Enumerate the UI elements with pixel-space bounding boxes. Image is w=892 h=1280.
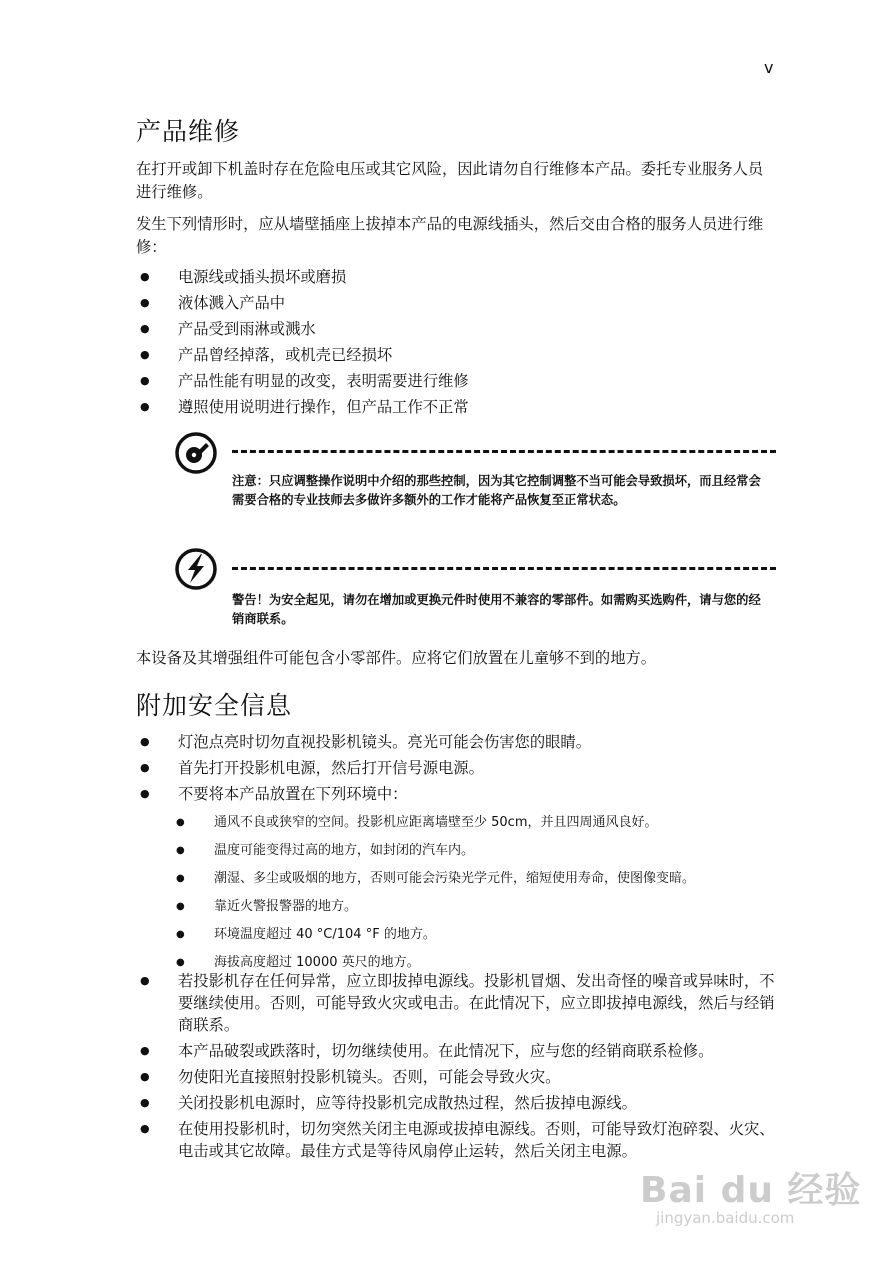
environment-sub-list — [176, 813, 776, 981]
watermark-logo: Bai du 经验 — [640, 1170, 862, 1211]
warning-divider — [232, 567, 776, 570]
warning-text: 警告！为安全起见，请勿在增加或更换元件时使用不兼容的零部件。如需购买选购件，请与您的经销商联系。 — [232, 593, 761, 626]
small-parts-paragraph: 本设备及其增强组件可能包含小零部件。应将它们放置在儿童够不到的地方。 — [136, 649, 657, 667]
list-item: ● 海拔高度超过 10000 英尺的地方。 — [176, 953, 776, 973]
service-paragraph-2: 发生下列情形时，应从墙壁插座上拔掉本产品的电源线插头，然后交由合格的服务人员进行维修： — [136, 215, 764, 256]
list-item: ● 勿使阳光直接照射投影机镜头。否则，可能会导致火灾。 — [140, 1066, 780, 1088]
service-bullet-list — [140, 266, 780, 422]
baidu-watermark — [640, 1162, 870, 1227]
list-item: ● 电源线或插头损坏或磨损 — [140, 266, 780, 288]
list-item: ● 潮湿、多尘或吸烟的地方，否则可能会污染光学元件，缩短使用寿命，使图像变暗。 — [176, 869, 776, 889]
list-item: ● 靠近火警报警器的地方。 — [176, 897, 776, 917]
list-item: ● 产品性能有明显的改变，表明需要进行维修 — [140, 370, 780, 392]
list-item: ● 通风不良或狭窄的空间。投影机应距离墙壁至少 50cm，并且四周通风良好。 — [176, 813, 776, 833]
list-item: ● 关闭投影机电源时，应等待投影机完成散热过程，然后拔掉电源线。 — [140, 1092, 780, 1114]
list-item: ● 在使用投影机时，切勿突然关闭主电源或拔掉电源线。否则，可能导致灯泡碎裂、火灾、电击或其它故障。最佳方式是等待风扇停止运转，然后关闭主电源。 — [140, 1118, 780, 1162]
safety-bullet-list-a — [140, 731, 780, 809]
watermark-url: jingyan.baidu.com — [656, 1209, 795, 1227]
page-number: v — [764, 58, 774, 77]
list-item: ● 产品受到雨淋或溅水 — [140, 318, 780, 340]
list-item: ● 首先打开投影机电源，然后打开信号源电源。 — [140, 757, 780, 779]
note-text: 注意：只应调整操作说明中介绍的那些控制，因为其它控制调整不当可能会导致损坏，而且经常会需要合格的专业技师去多做许多额外的工作才能将产品恢复至正常状态。 — [232, 474, 761, 507]
list-item: ● 遵照使用说明进行操作，但产品工作不正常 — [140, 396, 780, 418]
list-item: ● 液体溅入产品中 — [140, 292, 780, 314]
list-item: ● 产品曾经掉落，或机壳已经损坏 — [140, 344, 780, 366]
section-title-additional-safety: 附加安全信息 — [136, 691, 293, 720]
service-paragraph-1: 在打开或卸下机盖时存在危险电压或其它风险，因此请勿自行维修本产品。委托专业服务人员进行维修。 — [136, 160, 764, 201]
note-divider — [232, 450, 776, 453]
list-item: ● 不要将本产品放置在下列环境中： — [140, 783, 780, 805]
list-item: ● 若投影机存在任何异常，应立即拔掉电源线。投影机冒烟、发出奇怪的噪音或异味时，不要继续使用。否则，可能导致火灾或电击。在此情况下，应立即拔掉电源线，然后与经销商联系。 — [140, 970, 780, 1036]
safety-bullet-list-b — [140, 970, 780, 1166]
list-item: ● 温度可能变得过高的地方，如封闭的汽车内。 — [176, 841, 776, 861]
list-item: ● 灯泡点亮时切勿直视投影机镜头。亮光可能会伤害您的眼睛。 — [140, 731, 780, 753]
section-title-product-service: 产品维修 — [136, 117, 241, 146]
lightning-warning-icon — [175, 548, 217, 590]
list-item: ● 本产品破裂或跌落时，切勿继续使用。在此情况下，应与您的经销商联系检修。 — [140, 1040, 780, 1062]
list-item: ● 环境温度超过 40 °C/104 °F 的地方。 — [176, 925, 776, 945]
pen-note-icon — [175, 432, 217, 474]
